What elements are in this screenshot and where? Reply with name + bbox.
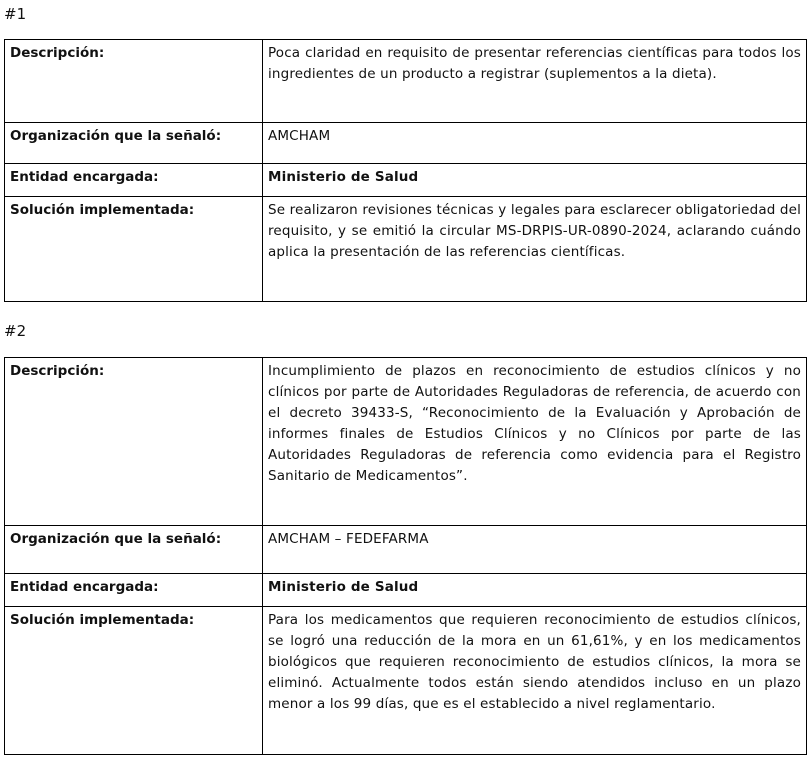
solution-value: Se realizaron revisiones técnicas y legales para esclarecer obligatoriedad del requisito, y se emitió la circular MS-DRPIS-UR-0890-2024, aclarando cuándo aplica la presentación de las referencias científicas. [263, 197, 807, 302]
solution-label: Solución implementada: [5, 607, 263, 755]
table-row [5, 197, 807, 302]
table-row [5, 164, 807, 197]
organization-value: AMCHAM – FEDEFARMA [263, 526, 807, 574]
table-row [5, 574, 807, 607]
description-label: Descripción: [5, 358, 263, 526]
record-table [4, 357, 807, 755]
record-heading: #1 [4, 5, 27, 23]
entity-value: Ministerio de Salud [263, 574, 807, 607]
solution-value: Para los medicamentos que requieren reconocimiento de estudios clínicos, se logró una reducción de la mora en un 61,61%, y en los medicamentos biológicos que requieren reconocimiento de estudios clínicos, la mora se eliminó. Actualmente todos están siendo atendidos incluso en un plazo menor a los 99 días, que es el establecido a nivel reglamentario. [263, 607, 807, 755]
description-label: Descripción: [5, 40, 263, 123]
organization-label: Organización que la señaló: [5, 123, 263, 164]
table-row [5, 526, 807, 574]
entity-value: Ministerio de Salud [263, 164, 807, 197]
organization-value: AMCHAM [263, 123, 807, 164]
table-row [5, 607, 807, 755]
solution-label: Solución implementada: [5, 197, 263, 302]
organization-label: Organización que la señaló: [5, 526, 263, 574]
entity-label: Entidad encargada: [5, 574, 263, 607]
table-row [5, 40, 807, 123]
description-value: Poca claridad en requisito de presentar referencias científicas para todos los ingredientes de un producto a registrar (suplementos a la dieta). [263, 40, 807, 123]
record-heading: #2 [4, 322, 27, 340]
table-row [5, 358, 807, 526]
record-table [4, 39, 807, 302]
description-value: Incumplimiento de plazos en reconocimiento de estudios clínicos y no clínicos por parte de Autoridades Reguladoras de referencia, de acuerdo con el decreto 39433-S, “Reconocimiento de la Evaluación y Aprobación de informes finales de Estudios Clínicos y no Clínicos por parte de las Autoridades Reguladoras de referencia como evidencia para el Registro Sanitario de Medicamentos”. [263, 358, 807, 526]
entity-label: Entidad encargada: [5, 164, 263, 197]
table-row [5, 123, 807, 164]
